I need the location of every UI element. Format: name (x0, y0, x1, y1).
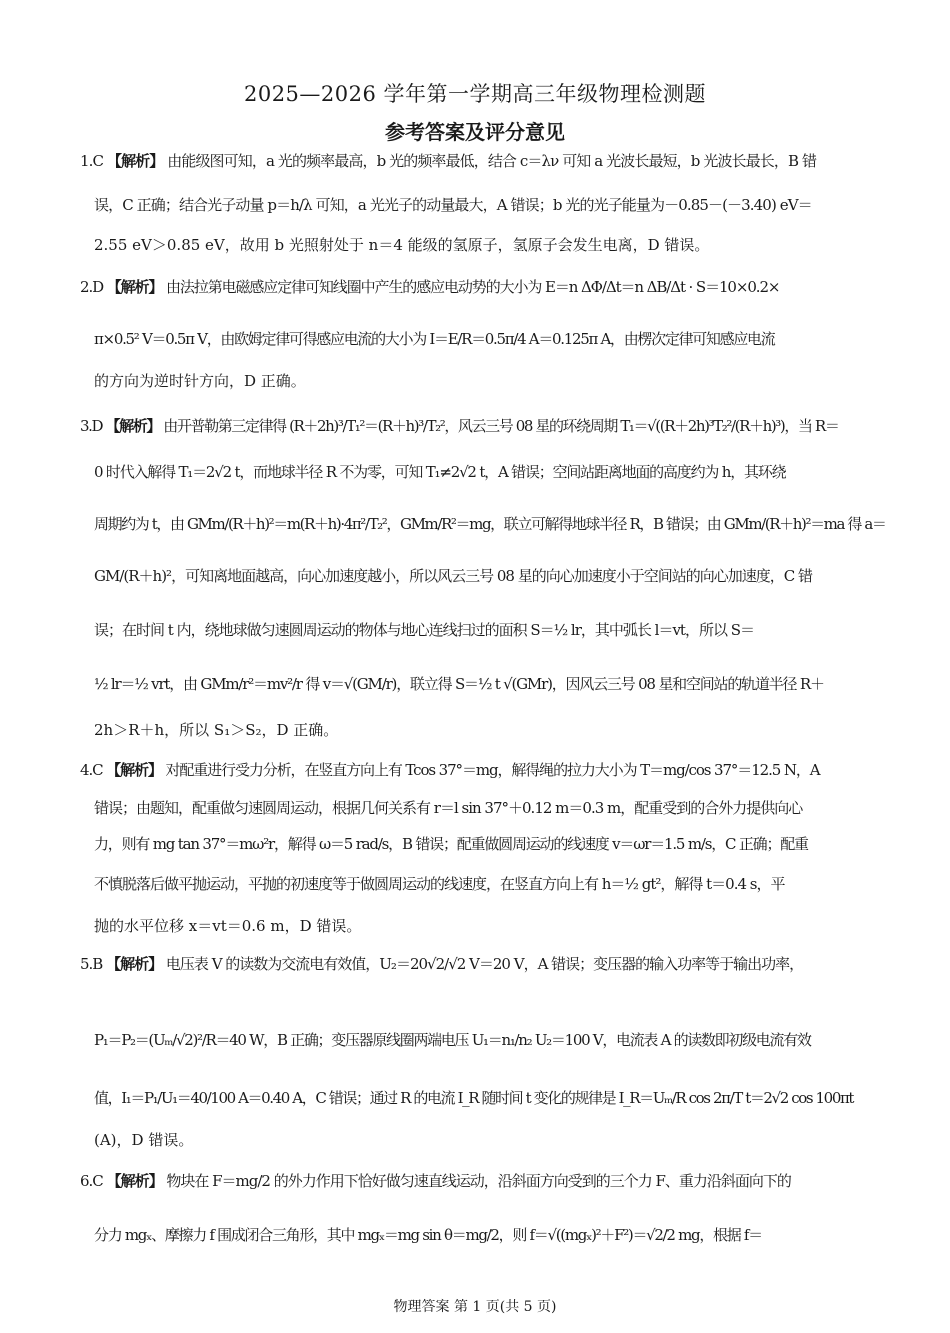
answer-1-line-2: 误，C 正确；结合光子动量 p＝h/λ 可知，a 光光子的动量最大，A 错误；b 光的光子能量为－0.85－(－3.40) eV＝ (94, 196, 812, 214)
answer-3-line-6: ½ lr＝½ vrt，由 GMm/r²＝mv²/r 得 v＝√(GM/r)，联立得 S＝½ t √(GMr)，因风云三号 08 星和空间站的轨道半径 R＋ (94, 675, 824, 693)
answer-6-line-1 (80, 1170, 791, 1191)
page-title: 2025—2026 学年第一学期高三年级物理检测题 (243, 82, 707, 106)
answer-4-line-4: 不慎脱落后做平抛运动，平抛的初速度等于做圆周运动的线速度，在竖直方向上有 h＝½ gt²，解得 t＝0.4 s，平 (94, 875, 785, 893)
answer-4-line-2: 错误；由题知，配重做匀速圆周运动，根据几何关系有 r＝l sin 37°＋0.12 m＝0.3 m，配重受到的合外力提供向心 (94, 799, 803, 817)
answer-5-line-4: (A)，D 错误。 (94, 1131, 194, 1149)
answer-number: 6.C (80, 1172, 103, 1190)
answer-3-line-3: 周期约为 t，由 GMm/(R＋h)²＝m(R＋h)·4π²/T₂²，GMm/R²＝mg，联立可解得地球半径 R，B 错误；由 GMm/(R＋h)²＝ma 得 a＝ (94, 515, 886, 533)
answer-number: 1.C (80, 152, 104, 170)
answer-6-line-2: 分力 mgₓ、摩擦力 f 围成闭合三角形，其中 mgₓ＝mg sin θ＝mg/2，则 f＝√((mgₓ)²＋F²)＝√2/2 mg，根据 f＝ (94, 1226, 762, 1244)
page-subtitle: 参考答案及评分意见 (385, 120, 565, 144)
answer-5-line-3: 值，I₁＝P₁/U₁＝40/100 A＝0.40 A，C 错误；通过 R 的电流 I_R 随时间 t 变化的规律是 I_R＝Uₘ/R cos 2π/T t＝2√2 cos 100πt (94, 1089, 854, 1107)
answer-4-line-5: 抛的水平位移 x＝vt＝0.6 m，D 错误。 (94, 917, 362, 935)
answer-4-line-1 (80, 759, 820, 780)
answer-3-line-2: 0 时代入解得 T₁＝2√2 t，而地球半径 R 不为零，可知 T₁≠2√2 t，A 错误；空间站距离地面的高度约为 h，其环绕 (94, 463, 786, 481)
answer-text: 电压表 V 的读数为交流电有效值，U₂＝20√2/√2 V＝20 V，A 错误；变压器的输入功率等于输出功率， (165, 955, 804, 973)
answer-2-line-2: π×0.5² V＝0.5π V，由欧姆定律可得感应电流的大小为 I＝E/R＝0.5π/4 A＝0.125π A，由楞次定律可知感应电流 (94, 330, 775, 348)
analysis-tag: 【解析】 (105, 417, 160, 435)
answer-2-line-3: 的方向为逆时针方向，D 正确。 (94, 372, 306, 390)
answer-5-line-1 (80, 953, 803, 974)
analysis-tag: 【解析】 (106, 152, 164, 170)
answer-number: 5.B (80, 955, 103, 973)
answer-number: 3.D (80, 417, 103, 435)
answer-3-line-5: 误；在时间 t 内，绕地球做匀速圆周运动的物体与地心连线扫过的面积 S＝½ lr，其中弧长 l＝vt，所以 S＝ (94, 621, 754, 639)
analysis-tag: 【解析】 (106, 761, 162, 779)
answer-3-line-7: 2h＞R＋h，所以 S₁＞S₂，D 正确。 (94, 721, 339, 739)
answer-text: 由开普勒第三定律得 (R＋2h)³/T₁²＝(R＋h)³/T₂²，风云三号 08 星的环绕周期 T₁＝√((R＋2h)³T₂²/(R＋h)³)，当 R＝ (163, 417, 839, 435)
answer-text: 由能级图可知，a 光的频率最高，b 光的频率最低，结合 c＝λν 可知 a 光波长最短，b 光波长最长，B 错 (167, 152, 817, 170)
answer-2-line-1 (80, 276, 779, 297)
answer-text: 由法拉第电磁感应定律可知线圈中产生的感应电动势的大小为 E＝n ΔΦ/Δt＝n ΔB/Δt · S＝10×0.2× (166, 278, 780, 296)
answer-3-line-1 (80, 415, 838, 436)
answer-number: 4.C (80, 761, 103, 779)
answer-1-line-1 (80, 150, 880, 171)
answer-5-line-2: P₁＝P₂＝(Uₘ/√2)²/R＝40 W，B 正确；变压器原线圈两端电压 U₁＝n₁/n₂ U₂＝100 V，电流表 A 的读数即初级电流有效 (94, 1031, 811, 1049)
answer-3-line-4: GM/(R＋h)²，可知离地面越高，向心加速度越小，所以风云三号 08 星的向心加速度小于空间站的向心加速度，C 错 (94, 567, 812, 585)
analysis-tag: 【解析】 (106, 278, 163, 296)
analysis-tag: 【解析】 (106, 1172, 163, 1190)
answer-1-line-3: 2.55 eV＞0.85 eV，故用 b 光照射处于 n＝4 能级的氢原子，氢原子会发生电离，D 错误。 (94, 236, 710, 254)
answer-4-line-3: 力，则有 mg tan 37°＝mω²r，解得 ω＝5 rad/s，B 错误；配重做圆周运动的线速度 v＝ωr＝1.5 m/s，C 正确；配重 (94, 835, 808, 853)
page-footer: 物理答案 第 1 页(共 5 页) (393, 1299, 557, 1315)
answer-text: 物块在 F＝mg/2 的外力作用下恰好做匀速直线运动，沿斜面方向受到的三个力 F、重力沿斜面向下的 (166, 1172, 791, 1190)
answer-number: 2.D (80, 278, 104, 296)
analysis-tag: 【解析】 (106, 955, 163, 973)
answer-text: 对配重进行受力分析，在竖直方向上有 Tcos 37°＝mg，解得绳的拉力大小为 T＝mg/cos 37°＝12.5 N，A (165, 761, 820, 779)
